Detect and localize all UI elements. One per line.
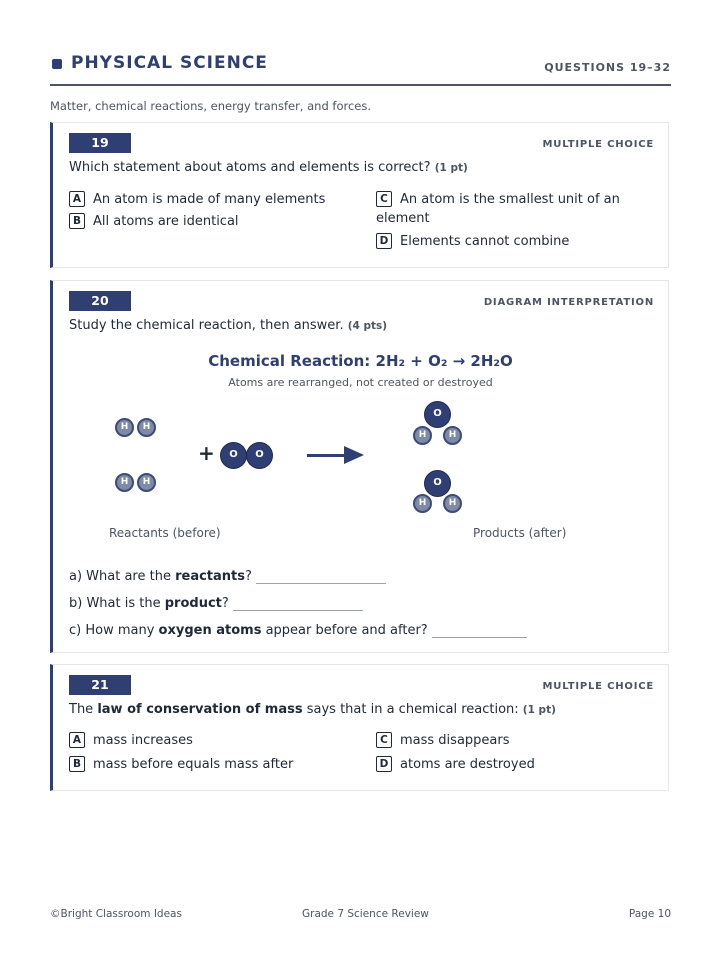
question-number: 19 — [69, 133, 131, 153]
hydrogen-atom: H — [413, 494, 432, 513]
sub-question-c: c) How many oxygen atoms appear before and after? — [69, 623, 527, 638]
option-letter: C — [376, 732, 392, 748]
option-a[interactable]: A An atom is made of many elements — [69, 190, 325, 209]
oxygen-atom: O — [246, 442, 273, 469]
plus-sign: + — [198, 441, 215, 465]
hydrogen-atom: H — [115, 418, 134, 437]
points-label: (1 pt) — [522, 704, 556, 716]
question-21-card — [50, 664, 669, 791]
option-b[interactable]: B All atoms are identical — [69, 212, 239, 231]
option-letter: D — [376, 756, 392, 772]
option-letter: B — [69, 756, 85, 772]
points-label: (1 pt) — [434, 162, 468, 174]
option-a[interactable]: A mass increases — [69, 731, 193, 750]
question-range: QUESTIONS 19–32 — [544, 61, 671, 74]
option-b[interactable]: B mass before equals mass after — [69, 755, 293, 774]
question-type: MULTIPLE CHOICE — [542, 681, 654, 692]
hydrogen-atom: H — [413, 426, 432, 445]
diagram-title: Chemical Reaction: 2H₂ + O₂ → 2H₂O — [208, 352, 513, 370]
question-text: The law of conservation of mass says that in a chemical reaction: (1 pt) — [69, 702, 556, 717]
question-text: Study the chemical reaction, then answer. (4 pts) — [69, 318, 388, 333]
question-number: 20 — [69, 291, 131, 311]
footer-title: Grade 7 Science Review — [302, 908, 429, 920]
option-letter: B — [69, 213, 85, 229]
option-letter: C — [376, 191, 392, 207]
products-caption: Products (after) — [473, 526, 567, 540]
footer-page-number: Page 10 — [628, 908, 671, 920]
footer-copyright: ©Bright Classroom Ideas — [50, 908, 182, 920]
question-number: 21 — [69, 675, 131, 695]
option-letter: A — [69, 191, 85, 207]
section-subtitle: Matter, chemical reactions, energy transfer, and forces. — [50, 99, 372, 113]
hydrogen-atom: H — [115, 473, 134, 492]
question-20-card — [50, 280, 669, 653]
hydrogen-atom: H — [137, 418, 156, 437]
question-type: MULTIPLE CHOICE — [542, 139, 654, 150]
option-d[interactable]: D Elements cannot combine — [376, 232, 569, 251]
question-19-card — [50, 122, 669, 268]
diagram-subtitle: Atoms are rearranged, not created or destroyed — [228, 376, 493, 389]
option-c[interactable]: C mass disappears — [376, 731, 510, 750]
sub-question-b: b) What is the product? — [69, 596, 363, 611]
hydrogen-atom: H — [443, 494, 462, 513]
question-text: Which statement about atoms and elements is correct? (1 pt) — [69, 160, 468, 175]
oxygen-atom: O — [424, 401, 451, 428]
option-letter: D — [376, 233, 392, 249]
section-header — [50, 52, 671, 86]
hydrogen-atom: H — [443, 426, 462, 445]
oxygen-atom: O — [220, 442, 247, 469]
hydrogen-atom: H — [137, 473, 156, 492]
oxygen-atom: O — [424, 470, 451, 497]
option-c[interactable]: C An atom is the smallest unit of an element — [376, 192, 620, 226]
points-label: (4 pts) — [347, 320, 388, 332]
question-type: DIAGRAM INTERPRETATION — [483, 297, 654, 308]
square-bullet-icon — [52, 59, 62, 69]
answer-blank[interactable] — [233, 597, 363, 611]
answer-blank[interactable] — [432, 624, 527, 638]
option-d[interactable]: D atoms are destroyed — [376, 755, 535, 774]
reactants-caption: Reactants (before) — [109, 526, 221, 540]
answer-blank[interactable] — [256, 570, 386, 584]
sub-question-a: a) What are the reactants? — [69, 569, 386, 584]
option-letter: A — [69, 732, 85, 748]
section-title: PHYSICAL SCIENCE — [71, 53, 268, 73]
